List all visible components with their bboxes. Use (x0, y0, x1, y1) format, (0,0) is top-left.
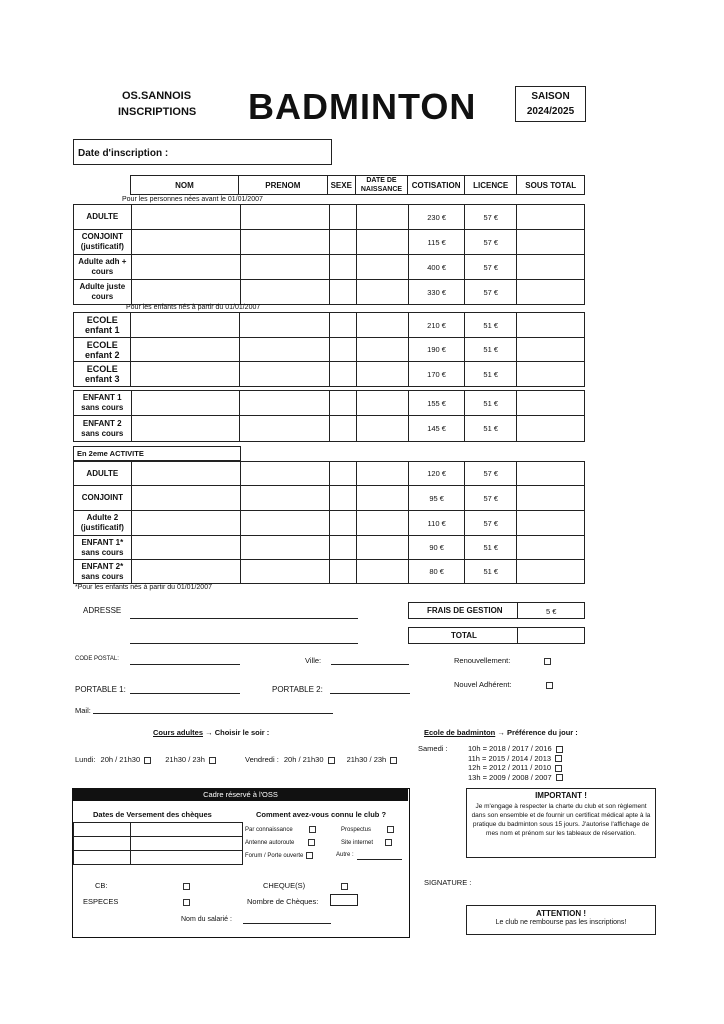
source-antenne: Antenne autoroute (245, 839, 315, 846)
sexe-cell[interactable] (329, 560, 356, 584)
nom-cell[interactable] (131, 230, 240, 255)
important-title: IMPORTANT ! (535, 791, 587, 800)
sexe-cell[interactable] (329, 280, 356, 305)
naissance-cell[interactable] (357, 486, 409, 511)
row-label: Adulte juste cours (74, 280, 132, 305)
source-checkbox[interactable] (308, 839, 315, 846)
second-activity-table (73, 461, 585, 584)
cotisation-cell: 190 € (409, 338, 465, 362)
sexe-cell[interactable] (329, 205, 356, 230)
cotisation-cell: 330 € (409, 280, 465, 305)
licence-cell: 57 € (465, 205, 517, 230)
attention-text: Le club ne rembourse pas les inscriptions! (495, 919, 627, 926)
naissance-cell[interactable] (357, 462, 409, 486)
source-checkbox[interactable] (306, 852, 313, 859)
comment-connu-label: Comment avez-vous connu le club ? (256, 810, 387, 819)
naissance-cell[interactable] (357, 536, 409, 560)
cotisation-cell: 95 € (409, 486, 465, 511)
especes-checkbox[interactable] (183, 899, 190, 906)
licence-cell: 57 € (465, 255, 517, 280)
row-label: Adulte 2 (justificatif) (74, 511, 132, 536)
naissance-cell[interactable] (357, 416, 409, 442)
cours-adultes-title (153, 728, 269, 737)
cotisation-cell: 155 € (409, 391, 465, 416)
row-label: ENFANT 1* sans cours (74, 536, 132, 560)
samedi-slot: 11h = 2015 / 2014 / 2013 (468, 754, 563, 764)
total-box (408, 627, 585, 644)
table-row (74, 338, 585, 362)
nom-cell[interactable] (131, 338, 240, 362)
source-forum: Forum / Porte ouverte (245, 852, 313, 859)
samedi-slot-checkbox[interactable] (555, 765, 562, 772)
adults-table (73, 204, 585, 305)
prenom-cell[interactable] (240, 313, 329, 338)
col-sexe: SEXE (327, 176, 355, 195)
table-row (74, 486, 585, 511)
ville-line[interactable] (331, 664, 409, 665)
cotisation-cell: 210 € (409, 313, 465, 338)
adresse-line-2[interactable] (130, 643, 358, 644)
vendredi-slot-2-checkbox[interactable] (390, 757, 397, 764)
renouvellement-checkbox[interactable] (544, 658, 551, 665)
naissance-cell[interactable] (357, 280, 409, 305)
row-label: ECOLE enfant 2 (74, 338, 131, 362)
cours-adultes-label: Cours adultes (153, 728, 204, 737)
note-adults: Pour les personnes nées avant le 01/01/2007 (122, 196, 263, 203)
nom-cell[interactable] (131, 486, 240, 511)
nom-cell[interactable] (131, 462, 240, 486)
adresse-line-1[interactable] (130, 618, 358, 619)
cheques-checkbox[interactable] (341, 883, 348, 890)
nom-cell[interactable] (131, 313, 240, 338)
naissance-cell[interactable] (357, 362, 409, 387)
naissance-cell[interactable] (357, 511, 409, 536)
row-label: ENFANT 1 sans cours (74, 391, 132, 416)
cotisation-cell: 230 € (409, 205, 465, 230)
samedi-slot: 13h = 2009 / 2008 / 2007 (468, 773, 563, 783)
frais-gestion-box (408, 602, 585, 619)
sexe-cell[interactable] (329, 462, 356, 486)
vendredi-slot-2: 21h30 / 23h (346, 755, 387, 764)
licence-cell: 51 € (465, 560, 517, 584)
dates-versement-label: Dates de Versement des chèques (93, 810, 212, 819)
sous-total-cell[interactable] (517, 313, 585, 338)
naissance-cell[interactable] (357, 230, 409, 255)
table-row (74, 255, 585, 280)
choisir-label: → Choisir le soir : (205, 728, 270, 737)
nom-salarie-line[interactable] (243, 923, 331, 924)
nom-cell[interactable] (131, 511, 240, 536)
col-sous-total: SOUS TOTAL (517, 176, 585, 195)
licence-cell: 51 € (465, 391, 517, 416)
table-row (74, 230, 585, 255)
lundi-slot-2-checkbox[interactable] (209, 757, 216, 764)
cotisation-cell: 110 € (409, 511, 465, 536)
prenom-cell[interactable] (240, 486, 329, 511)
cotisation-cell: 80 € (409, 560, 465, 584)
sous-total-cell[interactable] (517, 462, 585, 486)
nom-cell[interactable] (131, 536, 240, 560)
signature-label: SIGNATURE : (424, 878, 472, 887)
sexe-cell[interactable] (329, 255, 356, 280)
naissance-cell[interactable] (357, 205, 409, 230)
sous-total-cell[interactable] (517, 486, 585, 511)
licence-cell: 51 € (465, 536, 517, 560)
ecole-table (73, 312, 585, 387)
nom-cell[interactable] (131, 416, 240, 442)
lundi-slot-2: 21h30 / 23h (165, 755, 205, 764)
date-inscription-label: Date d'inscription : (78, 148, 169, 159)
portable2-line[interactable] (330, 693, 410, 694)
cotisation-cell: 115 € (409, 230, 465, 255)
sexe-cell[interactable] (329, 486, 356, 511)
row-label: ECOLE enfant 3 (74, 362, 131, 387)
source-checkbox[interactable] (385, 839, 392, 846)
oss-title: Cadre réservé à l'OSS (203, 790, 278, 799)
table-row (74, 416, 585, 442)
prenom-cell[interactable] (240, 230, 329, 255)
row-label: ECOLE enfant 1 (74, 313, 131, 338)
nom-cell[interactable] (131, 362, 240, 387)
nombre-cheques-field[interactable] (330, 894, 358, 906)
club-name: OS.SANNOIS (122, 90, 192, 102)
cotisation-cell: 90 € (409, 536, 465, 560)
sous-total-cell[interactable] (517, 338, 585, 362)
portable2-label: PORTABLE 2: (272, 685, 323, 694)
naissance-cell[interactable] (357, 560, 409, 584)
samedi-slot: 12h = 2012 / 2011 / 2010 (468, 763, 563, 773)
naissance-cell[interactable] (357, 313, 409, 338)
cheque-date-cell[interactable] (74, 837, 131, 851)
col-nom: NOM (131, 176, 239, 195)
source-checkbox[interactable] (387, 826, 394, 833)
frais-value: 5 € (546, 607, 557, 616)
inscriptions-label: INSCRIPTIONS (118, 106, 197, 118)
code-postal-label: CODE POSTAL: (75, 656, 119, 662)
prenom-cell[interactable] (240, 511, 329, 536)
mail-label: Mail: (75, 706, 91, 715)
important-text: Je m'engage à respecter la charte du club et son règlement dans son ensemble et de fournir un certificat médical apte à la pratique du badminton sous 15 jours. J'autorise l'affichage de mes nom et prénom sur les tableaux de réservation. (471, 803, 651, 837)
second-activity-label: En 2eme ACTIVITE (77, 449, 144, 458)
samedi-slot-checkbox[interactable] (556, 746, 563, 753)
ville-label: Ville: (305, 656, 322, 665)
cotisation-cell: 120 € (409, 462, 465, 486)
nom-cell[interactable] (131, 280, 240, 305)
total-label: TOTAL (451, 631, 477, 640)
nom-cell[interactable] (131, 255, 240, 280)
row-label: ADULTE (74, 205, 132, 230)
source-prospectus: Prospectus (341, 826, 394, 833)
col-cotisation: COTISATION (408, 176, 465, 195)
sexe-cell[interactable] (329, 338, 356, 362)
nombre-cheques-label: Nombre de Chèques: (247, 897, 319, 906)
licence-cell: 57 € (465, 511, 517, 536)
code-postal-line[interactable] (130, 664, 240, 665)
col-prenom: PRENOM (238, 176, 327, 195)
saison-years: 2024/2025 (526, 106, 575, 117)
table-row (74, 205, 585, 230)
table-header (130, 175, 585, 195)
vendredi-row (245, 755, 397, 764)
cheques-table (73, 822, 243, 865)
row-label: CONJOINT (74, 486, 132, 511)
sous-total-cell[interactable] (517, 280, 585, 305)
sexe-cell[interactable] (329, 362, 356, 387)
samedi-slot-checkbox[interactable] (556, 774, 563, 781)
licence-cell: 51 € (465, 416, 517, 442)
nouvel-label: Nouvel Adhérent: (454, 680, 512, 689)
sexe-cell[interactable] (329, 511, 356, 536)
portable1-label: PORTABLE 1: (75, 685, 126, 694)
source-connaissance: Par connaissance (245, 826, 316, 833)
sexe-cell[interactable] (329, 391, 356, 416)
source-autre: Autre : (336, 852, 354, 858)
prenom-cell[interactable] (240, 536, 329, 560)
attention-title: ATTENTION ! (535, 909, 587, 918)
licence-cell: 57 € (465, 280, 517, 305)
samedi-slots (468, 744, 563, 782)
sous-total-cell[interactable] (517, 230, 585, 255)
cheque-amount-cell[interactable] (131, 851, 243, 865)
vendredi-slot-1-checkbox[interactable] (328, 757, 335, 764)
sous-total-cell[interactable] (517, 536, 585, 560)
oss-reserved-box (72, 788, 410, 938)
saison-label: SAISON (531, 91, 570, 102)
saison-box (515, 86, 586, 122)
cb-label: CB: (95, 881, 108, 890)
sous-total-cell[interactable] (517, 391, 585, 416)
ecole-badminton-label: Ecole de badminton (424, 728, 496, 737)
frais-label: FRAIS DE GESTION (427, 606, 503, 615)
sexe-cell[interactable] (329, 416, 356, 442)
samedi-label: Samedi : (418, 744, 448, 753)
col-licence: LICENCE (465, 176, 517, 195)
source-checkbox[interactable] (309, 826, 316, 833)
sous-total-cell[interactable] (517, 205, 585, 230)
renouvellement-label: Renouvellement: (454, 656, 511, 665)
nom-salarie-label: Nom du salarié : (181, 916, 232, 923)
row-label: CONJOINT (justificatif) (74, 230, 132, 255)
cheque-date-cell[interactable] (74, 851, 131, 865)
table-row (74, 313, 585, 338)
cotisation-cell: 145 € (409, 416, 465, 442)
portable1-line[interactable] (130, 693, 240, 694)
important-box (466, 788, 656, 858)
samedi-slot-checkbox[interactable] (555, 755, 562, 762)
naissance-cell[interactable] (357, 255, 409, 280)
nouvel-checkbox[interactable] (546, 682, 553, 689)
attention-box (466, 905, 656, 935)
cheque-date-cell[interactable] (74, 823, 131, 837)
table-row (74, 511, 585, 536)
licence-cell: 57 € (465, 230, 517, 255)
sous-total-cell[interactable] (517, 511, 585, 536)
table-row (74, 462, 585, 486)
table-row (74, 391, 585, 416)
prenom-cell[interactable] (240, 560, 329, 584)
lundi-row (75, 755, 216, 764)
table-row (74, 280, 585, 305)
frais-divider (517, 603, 518, 618)
page-title: BADMINTON (248, 86, 477, 127)
source-autre-line[interactable] (357, 859, 402, 860)
sans-cours-table (73, 390, 585, 442)
prenom-cell[interactable] (240, 391, 329, 416)
prenom-cell[interactable] (240, 255, 329, 280)
oss-title-bar (73, 789, 408, 801)
total-divider (517, 628, 518, 643)
sous-total-cell[interactable] (517, 560, 585, 584)
source-site: Site internet (341, 839, 392, 846)
row-label: Adulte adh + cours (74, 255, 132, 280)
prenom-cell[interactable] (240, 280, 329, 305)
nom-cell[interactable] (131, 560, 240, 584)
prenom-cell[interactable] (240, 416, 329, 442)
lundi-slot-1: 20h / 21h30 (100, 755, 141, 764)
ecole-badminton-title (424, 728, 578, 737)
table-row (74, 536, 585, 560)
nom-cell[interactable] (131, 391, 240, 416)
note-star: *Pour les enfants nés à partir du 01/01/2007 (75, 584, 212, 591)
preference-label: → Préférence du jour : (497, 728, 578, 737)
nom-cell[interactable] (131, 205, 240, 230)
cotisation-cell: 400 € (409, 255, 465, 280)
table-row (74, 362, 585, 387)
prenom-cell[interactable] (240, 205, 329, 230)
sexe-cell[interactable] (329, 536, 356, 560)
licence-cell: 51 € (465, 362, 517, 387)
vendredi-label: Vendredi : (245, 755, 279, 764)
prenom-cell[interactable] (240, 362, 329, 387)
naissance-cell[interactable] (357, 338, 409, 362)
row-label: ENFANT 2 sans cours (74, 416, 132, 442)
cotisation-cell: 170 € (409, 362, 465, 387)
licence-cell: 57 € (465, 486, 517, 511)
lundi-label: Lundi: (75, 755, 96, 764)
sexe-cell[interactable] (329, 313, 356, 338)
row-label: ADULTE (74, 462, 132, 486)
second-activity-header (73, 446, 241, 461)
prenom-cell[interactable] (240, 462, 329, 486)
mail-line[interactable] (93, 713, 333, 714)
note-children: Pour les enfants nés à partir du 01/01/2007 (126, 304, 261, 311)
sous-total-cell[interactable] (517, 255, 585, 280)
cheque-amount-cell[interactable] (131, 823, 243, 837)
adresse-label: ADRESSE (83, 606, 122, 615)
cheque-amount-cell[interactable] (131, 837, 243, 851)
cheques-label: CHEQUE(S) (263, 881, 306, 890)
sous-total-cell[interactable] (517, 416, 585, 442)
prenom-cell[interactable] (240, 338, 329, 362)
sexe-cell[interactable] (329, 230, 356, 255)
samedi-slot: 10h = 2018 / 2017 / 2016 (468, 744, 563, 754)
licence-cell: 51 € (465, 338, 517, 362)
licence-cell: 57 € (465, 462, 517, 486)
lundi-slot-1-checkbox[interactable] (144, 757, 151, 764)
date-inscription-field[interactable] (73, 139, 332, 165)
licence-cell: 51 € (465, 313, 517, 338)
vendredi-slot-1: 20h / 21h30 (283, 755, 324, 764)
sous-total-cell[interactable] (517, 362, 585, 387)
row-label: ENFANT 2* sans cours (74, 560, 132, 584)
cb-checkbox[interactable] (183, 883, 190, 890)
table-row (74, 560, 585, 584)
col-date-naissance: DATE DE NAISSANCE (355, 176, 408, 195)
naissance-cell[interactable] (357, 391, 409, 416)
especes-label: ESPECES (83, 897, 119, 906)
